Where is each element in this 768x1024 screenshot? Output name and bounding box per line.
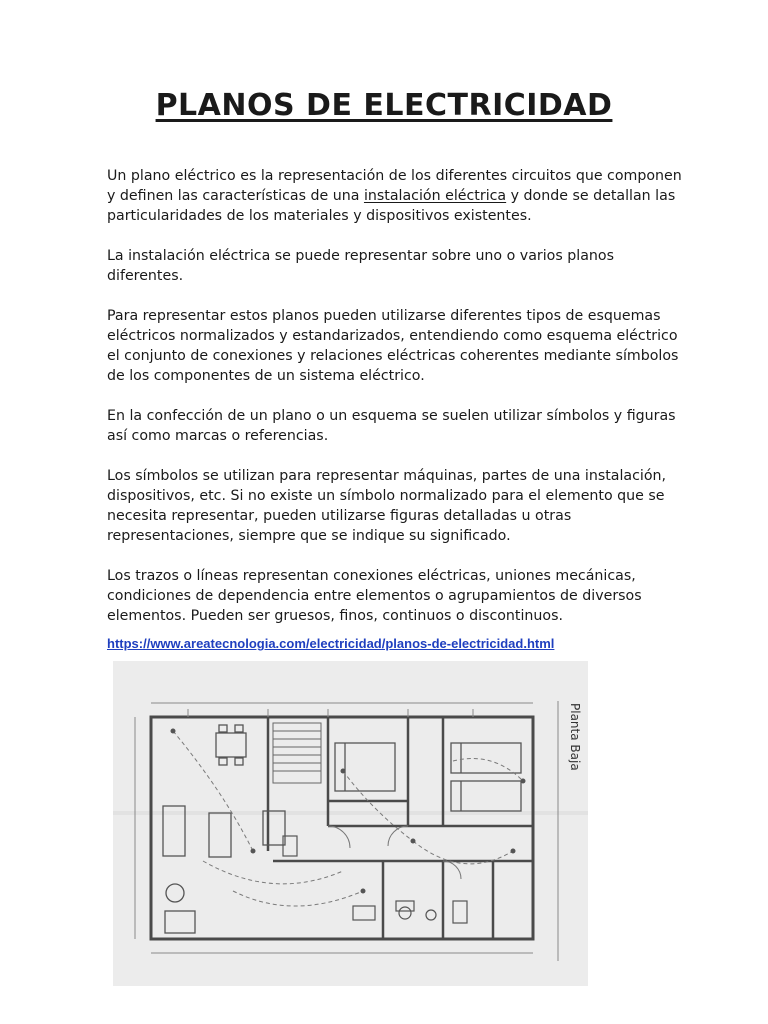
paragraph-5: Los símbolos se utilizan para representar máquinas, partes de una instalación, dispositivos, etc. Si no existe un símbolo normalizado para el elemento que se necesita representar, pueden utilizarse figuras detalladas u otras representaciones, siempre que se indique su significado. (107, 468, 667, 544)
floor-plan-figure (113, 661, 588, 986)
paragraph-6: Los trazos o líneas representan conexiones eléctricas, uniones mecánicas, condiciones de dependencia entre elementos o agrupamientos de diversos elementos. Pueden ser gruesos, finos, continuos o discontinuos. (107, 568, 642, 624)
page-title: PLANOS DE ELECTRICIDAD (155, 88, 613, 123)
paragraph-2: La instalación eléctrica se puede representar sobre uno o varios planos diferentes. (107, 248, 614, 284)
paragraph-1-text-a: Un plano eléctrico es la representación de los diferentes circuitos que componen y definen las características de una (107, 168, 682, 204)
plan-label: Planta Baja (568, 703, 582, 771)
paragraph-1-text-b: y donde se detallan las particularidades de los materiales y dispositivos existentes. (107, 188, 676, 224)
instalacion-electrica-link[interactable]: instalación eléctrica (363, 188, 507, 204)
floor-plan-drawing (113, 661, 588, 986)
paragraph-3: Para representar estos planos pueden utilizarse diferentes tipos de esquemas eléctricos normalizados y estandarizados, entendiendo como esquema eléctrico el conjunto de conexiones y relaciones eléctricas coherentes mediante símbolos de los componentes de un sistema eléctrico. (107, 308, 679, 384)
source-link[interactable]: https://www.areatecnologia.com/electricidad/planos-de-electricidad.html (107, 636, 555, 651)
paragraph-1 (107, 166, 687, 226)
paragraph-4: En la confección de un plano o un esquema se suelen utilizar símbolos y figuras así como marcas o referencias. (107, 408, 676, 444)
